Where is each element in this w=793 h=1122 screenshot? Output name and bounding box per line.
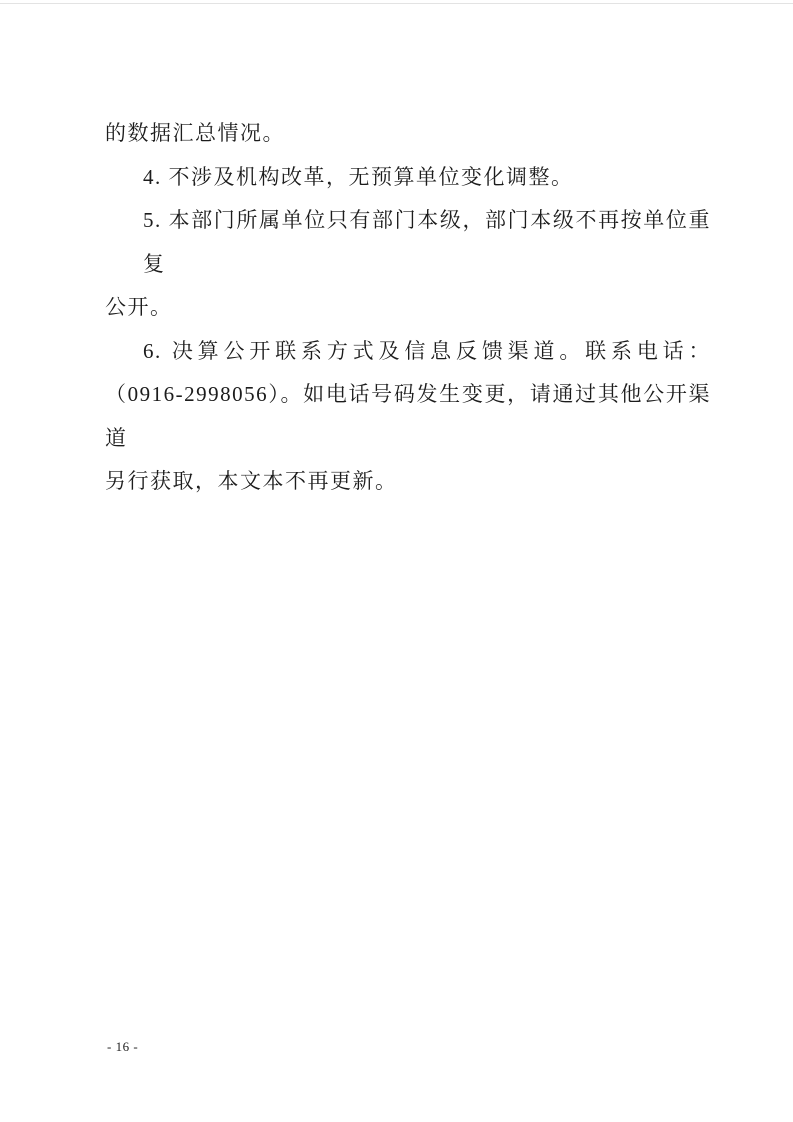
item-6-line-2: （0916-2998056）。如电话号码发生变更，请通过其他公开渠道	[105, 382, 711, 450]
item-6-line-3: 另行获取，本文本不再更新。	[105, 469, 398, 493]
page-number: - 16 -	[107, 1039, 139, 1054]
document-body	[105, 112, 711, 504]
item-5-line-2: 公开。	[105, 295, 173, 319]
item-6-line-1: 6. 决算公开联系方式及信息反馈渠道。联系电话：	[143, 338, 711, 363]
paragraph-continuation-line: 的数据汇总情况。	[105, 121, 285, 145]
page-top-edge-line	[0, 3, 793, 4]
item-4-line: 4. 不涉及机构改革，无预算单位变化调整。	[143, 164, 574, 189]
item-5-line-1: 5. 本部门所属单位只有部门本级，部门本级不再按单位重复	[143, 208, 711, 276]
